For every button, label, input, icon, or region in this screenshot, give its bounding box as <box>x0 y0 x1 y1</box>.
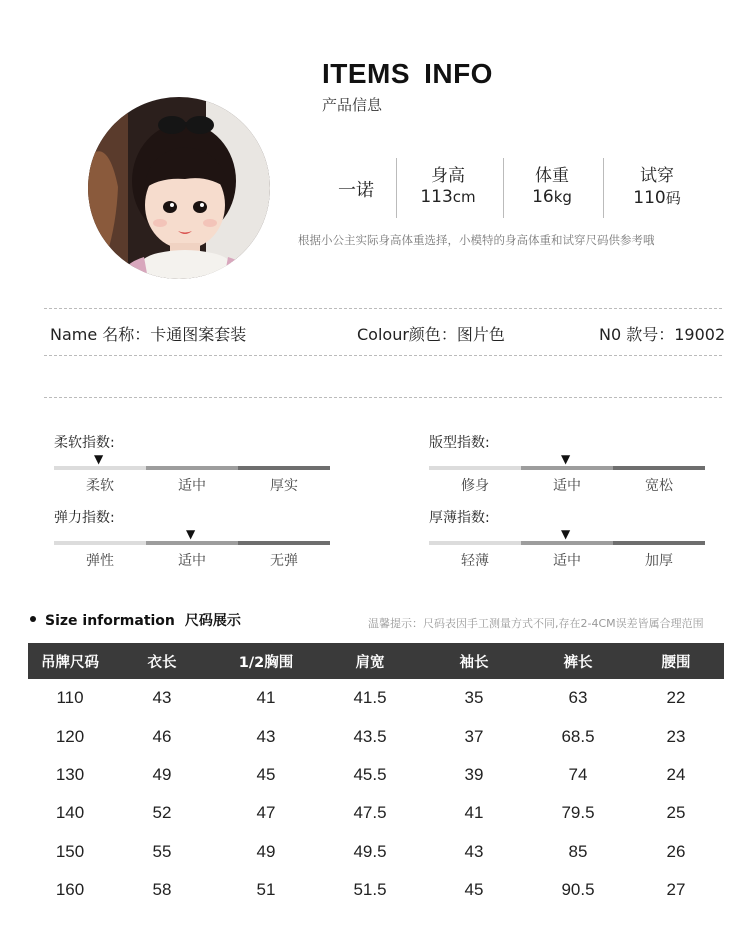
stat-weight-unit: kg <box>553 188 572 206</box>
index-option: 柔软 <box>86 478 114 494</box>
table-cell: 37 <box>464 726 484 746</box>
index-option: 厚实 <box>270 478 298 494</box>
index-label: 厚薄指数: <box>429 510 490 526</box>
table-cell: 41 <box>464 803 484 823</box>
index-marker-icon: ▼ <box>186 527 196 541</box>
index-option: 适中 <box>553 478 581 494</box>
index-option: 适中 <box>178 553 206 569</box>
table-cell: 24 <box>666 764 686 784</box>
stat-divider <box>603 158 604 218</box>
size-table <box>28 643 724 909</box>
index-option: 加厚 <box>645 553 673 569</box>
size-title-en: Size information <box>45 613 175 629</box>
table-cell: 45 <box>256 764 276 784</box>
table-cell: 26 <box>666 841 686 861</box>
table-cell: 41 <box>256 688 276 708</box>
index-label: 柔软指数: <box>54 435 115 451</box>
stat-weight-value <box>502 187 602 207</box>
product-colour-value: 图片色 <box>456 325 505 344</box>
table-cell: 58 <box>152 880 172 900</box>
size-section-title <box>45 610 241 630</box>
index-scale-bar <box>54 541 330 545</box>
table-cell: 49 <box>256 841 276 861</box>
product-name-value: 卡通图案套装 <box>150 325 247 344</box>
header-half-chest: 1/2胸围 <box>212 643 320 679</box>
index-option: 适中 <box>178 478 206 494</box>
model-note: 根据小公主实际身高体重选择，小模特的身高体重和试穿尺码供参考哦 <box>298 233 655 247</box>
product-name-label: Name 名称： <box>50 325 151 344</box>
scale-segment <box>521 466 613 470</box>
title-word-info: INFO <box>424 58 493 89</box>
scale-segment <box>146 541 238 545</box>
table-cell: 47 <box>256 803 276 823</box>
scale-segment <box>613 541 705 545</box>
index-marker-icon: ▼ <box>561 452 571 466</box>
table-cell: 130 <box>55 764 85 784</box>
scale-segment <box>613 466 705 470</box>
divider-dashed <box>44 308 722 309</box>
table-cell: 150 <box>55 841 85 861</box>
title-word-items: ITEMS <box>322 58 411 89</box>
product-number-value: 19002 <box>674 325 726 344</box>
product-number <box>599 322 725 345</box>
table-cell: 85 <box>568 841 588 861</box>
product-colour-label: Colour颜色： <box>357 325 457 344</box>
table-cell: 160 <box>55 880 85 900</box>
index-option: 宽松 <box>645 478 673 494</box>
table-cell: 79.5 <box>561 803 595 823</box>
table-cell: 45.5 <box>353 764 387 784</box>
scale-segment <box>54 466 146 470</box>
index-label: 版型指数: <box>429 435 490 451</box>
stat-divider <box>396 158 397 218</box>
table-cell: 22 <box>666 688 686 708</box>
model-photo <box>88 97 270 279</box>
table-cell: 47.5 <box>353 803 387 823</box>
table-cell: 43 <box>464 841 484 861</box>
divider-dashed <box>44 355 722 356</box>
table-cell: 45 <box>464 880 484 900</box>
stat-weight-label: 体重 <box>535 166 569 186</box>
scale-segment <box>238 466 330 470</box>
header-sleeve: 袖长 <box>420 643 528 679</box>
divider-dashed <box>44 397 722 398</box>
table-cell: 43 <box>256 726 276 746</box>
index-label: 弹力指数: <box>54 510 115 526</box>
table-cell: 55 <box>152 841 172 861</box>
table-row <box>28 717 724 755</box>
product-number-label: N0 款号： <box>599 325 675 344</box>
scale-segment <box>238 541 330 545</box>
table-cell: 51 <box>256 880 276 900</box>
table-cell: 140 <box>55 803 85 823</box>
stat-tryon-unit: 码 <box>665 189 681 207</box>
table-cell: 27 <box>666 880 686 900</box>
size-title-cn: 尺码展示 <box>184 613 241 629</box>
table-cell: 25 <box>666 803 686 823</box>
table-cell: 120 <box>55 726 85 746</box>
stat-height-label: 身高 <box>431 166 465 186</box>
stat-height-value <box>398 187 498 207</box>
page-title <box>322 58 493 90</box>
header-pants-length: 裤长 <box>528 643 628 679</box>
table-row <box>28 756 724 794</box>
product-name <box>50 322 246 345</box>
index-option: 修身 <box>461 478 489 494</box>
header-tag-size: 吊牌尺码 <box>28 643 112 679</box>
table-cell: 46 <box>152 726 172 746</box>
size-tip: 温馨提示：尺码表因手工测量方式不同,存在2-4CM误差皆属合理范围 <box>368 617 704 630</box>
index-option: 适中 <box>553 553 581 569</box>
scale-segment <box>429 541 521 545</box>
stat-height-unit: cm <box>452 188 476 206</box>
table-cell: 43 <box>152 688 172 708</box>
product-colour <box>357 322 505 345</box>
header-shoulder: 肩宽 <box>320 643 420 679</box>
table-cell: 35 <box>464 688 484 708</box>
table-cell: 74 <box>568 764 588 784</box>
stat-height-number: 113 <box>420 187 453 207</box>
table-cell: 68.5 <box>561 726 595 746</box>
table-cell: 39 <box>464 764 484 784</box>
size-table-header <box>28 643 724 679</box>
header-length: 衣长 <box>112 643 212 679</box>
table-cell: 43.5 <box>353 726 387 746</box>
table-cell: 90.5 <box>561 880 595 900</box>
table-cell: 63 <box>568 688 588 708</box>
table-cell: 49 <box>152 764 172 784</box>
stat-tryon-value <box>607 187 707 208</box>
index-scale-bar <box>429 466 705 470</box>
page-subtitle: 产品信息 <box>322 96 383 114</box>
table-cell: 41.5 <box>353 688 387 708</box>
table-row <box>28 794 724 832</box>
stat-tryon-label: 试穿 <box>640 166 674 186</box>
table-cell: 23 <box>666 726 686 746</box>
table-row <box>28 679 724 717</box>
model-name: 一诺 <box>338 180 374 201</box>
header-waist: 腰围 <box>628 643 724 679</box>
index-marker-icon: ▼ <box>94 452 104 466</box>
table-cell: 49.5 <box>353 841 387 861</box>
table-row <box>28 871 724 909</box>
bullet-dot <box>30 616 36 622</box>
table-cell: 52 <box>152 803 172 823</box>
scale-segment <box>429 466 521 470</box>
index-marker-icon: ▼ <box>561 527 571 541</box>
index-option: 无弹 <box>270 553 298 569</box>
scale-segment <box>54 541 146 545</box>
index-scale-bar <box>54 466 330 470</box>
table-cell: 110 <box>56 688 84 708</box>
index-scale-bar <box>429 541 705 545</box>
stat-tryon-number: 110 <box>633 188 666 208</box>
scale-segment <box>521 541 613 545</box>
stat-weight-number: 16 <box>532 187 554 207</box>
model-avatar <box>88 97 270 279</box>
table-cell: 51.5 <box>353 880 387 900</box>
scale-segment <box>146 466 238 470</box>
index-option: 轻薄 <box>461 553 489 569</box>
index-option: 弹性 <box>86 553 114 569</box>
table-row <box>28 833 724 871</box>
